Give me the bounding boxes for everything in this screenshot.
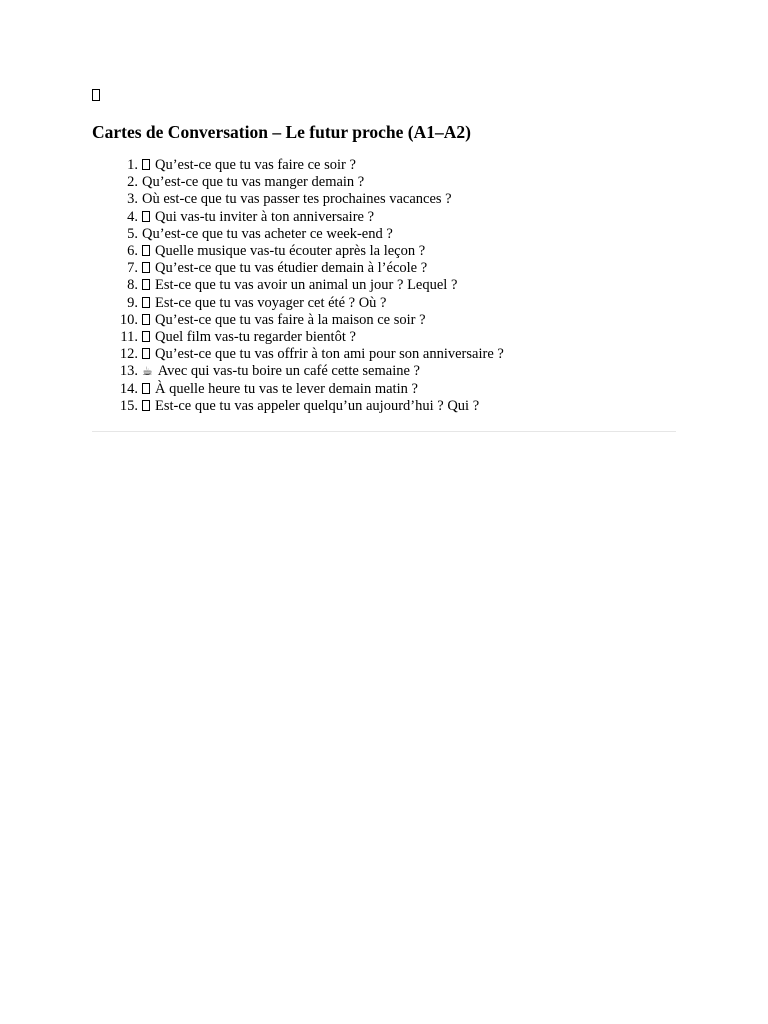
question-body	[138, 174, 364, 191]
missing-glyph-icon	[142, 297, 150, 308]
question-list	[92, 157, 504, 415]
question-text: Est-ce que tu vas voyager cet été ? Où ?	[155, 294, 387, 311]
horizontal-divider	[92, 431, 676, 432]
question-text: À quelle heure tu vas te lever demain matin ?	[155, 380, 418, 397]
question-text: Qu’est-ce que tu vas étudier demain à l’école ?	[155, 260, 428, 277]
question-item	[92, 363, 504, 380]
question-text: Quel film vas-tu regarder bientôt ?	[155, 329, 356, 346]
question-number: 8.	[127, 277, 138, 294]
question-item	[92, 191, 504, 208]
question-body	[138, 312, 426, 329]
question-number: 10.	[119, 311, 138, 328]
missing-glyph-icon	[142, 383, 150, 394]
question-number: 1.	[127, 157, 138, 173]
question-item	[92, 260, 504, 277]
question-number: 4.	[127, 208, 138, 225]
question-text: Où est-ce que tu vas passer tes prochaines vacances ?	[142, 191, 452, 208]
page-title: Cartes de Conversation – Le futur proche (A1–A2)	[92, 122, 471, 142]
question-body	[138, 191, 452, 208]
question-item	[92, 329, 504, 346]
question-body	[138, 381, 418, 398]
question-body	[138, 295, 387, 312]
missing-glyph-icon	[142, 262, 150, 273]
missing-glyph-icon	[142, 400, 150, 411]
question-number: 5.	[127, 225, 138, 242]
question-text: Qui vas-tu inviter à ton anniversaire ?	[155, 208, 375, 225]
question-text: Qu’est-ce que tu vas faire à la maison ce soir ?	[155, 311, 426, 328]
question-number: 11.	[120, 329, 138, 346]
question-body	[138, 277, 457, 294]
question-body	[138, 398, 479, 415]
question-body	[138, 329, 356, 346]
question-item	[92, 209, 504, 226]
question-number: 13.	[119, 363, 138, 380]
question-number: 9.	[127, 294, 138, 311]
question-body	[138, 243, 425, 260]
question-body	[138, 346, 504, 363]
question-body	[138, 363, 420, 380]
question-body	[138, 209, 374, 226]
missing-glyph-icon	[142, 348, 150, 359]
coffee-cup-icon: ☕	[142, 364, 153, 379]
missing-glyph-icon	[142, 159, 150, 170]
question-text: Quelle musique vas-tu écouter après la leçon ?	[155, 243, 426, 260]
question-text: Qu’est-ce que tu vas faire ce soir ?	[155, 157, 356, 173]
question-item	[92, 243, 504, 260]
question-item	[92, 277, 504, 294]
question-item	[92, 157, 504, 174]
question-item	[92, 398, 504, 415]
question-text: Qu’est-ce que tu vas manger demain ?	[142, 174, 365, 191]
question-number: 12.	[119, 346, 138, 363]
question-body	[138, 260, 427, 277]
question-number: 7.	[127, 260, 138, 277]
missing-glyph-icon	[142, 245, 150, 256]
question-item	[92, 312, 504, 329]
question-item	[92, 295, 504, 312]
question-number: 14.	[119, 380, 138, 397]
question-item	[92, 174, 504, 191]
question-number: 15.	[119, 397, 138, 414]
question-body	[138, 157, 356, 174]
missing-glyph-icon	[142, 331, 150, 342]
missing-glyph-icon	[142, 314, 150, 325]
missing-glyph-icon	[142, 211, 150, 222]
question-text: Est-ce que tu vas appeler quelqu’un aujourd’hui ? Qui ?	[155, 397, 480, 414]
question-text: Qu’est-ce que tu vas acheter ce week-end ?	[142, 225, 393, 242]
missing-glyph-icon	[92, 87, 100, 105]
question-item	[92, 226, 504, 243]
question-text: Avec qui vas-tu boire un café cette semaine ?	[157, 363, 420, 380]
question-item	[92, 381, 504, 398]
missing-glyph-icon	[142, 279, 150, 290]
question-number: 2.	[127, 174, 138, 191]
question-number: 3.	[127, 191, 138, 208]
question-text: Qu’est-ce que tu vas offrir à ton ami pour son anniversaire ?	[155, 346, 504, 363]
question-body	[138, 226, 393, 243]
question-item	[92, 346, 504, 363]
glyph-box	[92, 89, 100, 101]
question-number: 6.	[127, 243, 138, 260]
question-text: Est-ce que tu vas avoir un animal un jour ? Lequel ?	[155, 277, 458, 294]
